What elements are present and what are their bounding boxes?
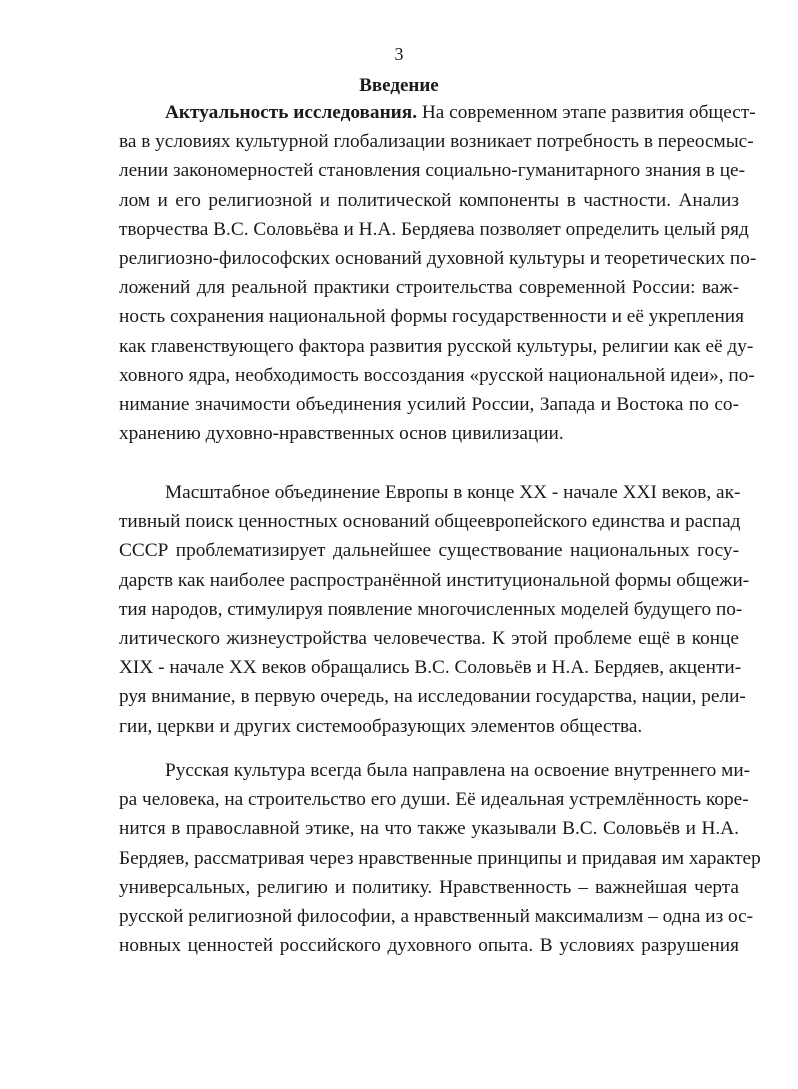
paragraph-relevance (119, 98, 757, 448)
paragraph-line: Русская культура всегда была направлена на освоение внутреннего ми- (165, 760, 751, 781)
paragraph-line: тия народов, стимулируя появление многочисленных моделей будущего по- (119, 598, 743, 620)
paragraph-line: религиозно-философских оснований духовной культуры и теоретических по- (119, 247, 757, 269)
paragraph-line: лом и его религиозной и политической компоненты в частности. Анализ (119, 189, 739, 211)
paragraph-line: нимание значимости объединения усилий России, Запада и Востока по со- (119, 393, 739, 415)
paragraph-europe (119, 478, 750, 741)
paragraph-line: нится в православной этике, на что также указывали В.С. Соловьёв и Н.А. (119, 818, 739, 840)
paragraph-russian-culture (119, 756, 761, 960)
paragraph-line: ва в условиях культурной глобализации возникает потребность в переосмыс- (119, 131, 754, 153)
paragraph-line: как главенствующего фактора развития русской культуры, религии как её ду- (119, 335, 754, 357)
paragraph-line: хранению духовно-нравственных основ цивилизации. (119, 423, 564, 445)
paragraph-line: ложений для реальной практики строительства современной России: важ- (119, 277, 739, 299)
paragraph-line: ность сохранения национальной формы государственности и её укрепления (119, 306, 744, 328)
paragraph-line: творчества В.С. Соловьёва и Н.А. Бердяева позволяет определить целый ряд (119, 218, 749, 240)
page-number: 3 (394, 44, 404, 64)
paragraph-line: руя внимание, в первую очередь, на исследовании государства, нации, рели- (119, 686, 746, 708)
paragraph-line: Масштабное объединение Европы в конце XX - начале XXI веков, ак- (165, 482, 741, 503)
paragraph-line: ховного ядра, необходимость воссоздания «русской национальной идеи», по- (119, 364, 755, 386)
paragraph-lead: Актуальность исследования. (165, 102, 418, 123)
paragraph-line (119, 98, 756, 127)
paragraph-line: Бердяев, рассматривая через нравственные принципы и придавая им характер (119, 847, 761, 869)
paragraph-line: XIX - начале XX веков обращались В.С. Соловьёв и Н.А. Бердяев, акценти- (119, 657, 742, 679)
paragraph-line: новных ценностей российского духовного опыта. В условиях разрушения (119, 935, 739, 957)
paragraph-line: гии, церкви и других системообразующих элементов общества. (119, 715, 643, 737)
paragraph-line: СССР проблематизирует дальнейшее существование национальных госу- (119, 540, 739, 562)
paragraph-line-text: На современном этапе развития общест- (417, 102, 756, 123)
section-heading: Введение (359, 75, 439, 96)
paragraph-line: ра человека, на строительство его души. Её идеальная устремлённость коре- (119, 789, 749, 811)
paragraph-line: лении закономерностей становления социально-гуманитарного знания в це- (119, 160, 746, 182)
paragraph-line: тивный поиск ценностных оснований общеевропейского единства и распад (119, 511, 741, 533)
paragraph-line: дарств как наиболее распространённой институциональной формы общежи- (119, 569, 750, 591)
paragraph-line: литического жизнеустройства человечества. К этой проблеме ещё в конце (119, 627, 739, 649)
paragraph-line: универсальных, религию и политику. Нравственность – важнейшая черта (119, 876, 739, 898)
paragraph-line: русской религиозной философии, а нравственный максимализм – одна из ос- (119, 905, 754, 927)
